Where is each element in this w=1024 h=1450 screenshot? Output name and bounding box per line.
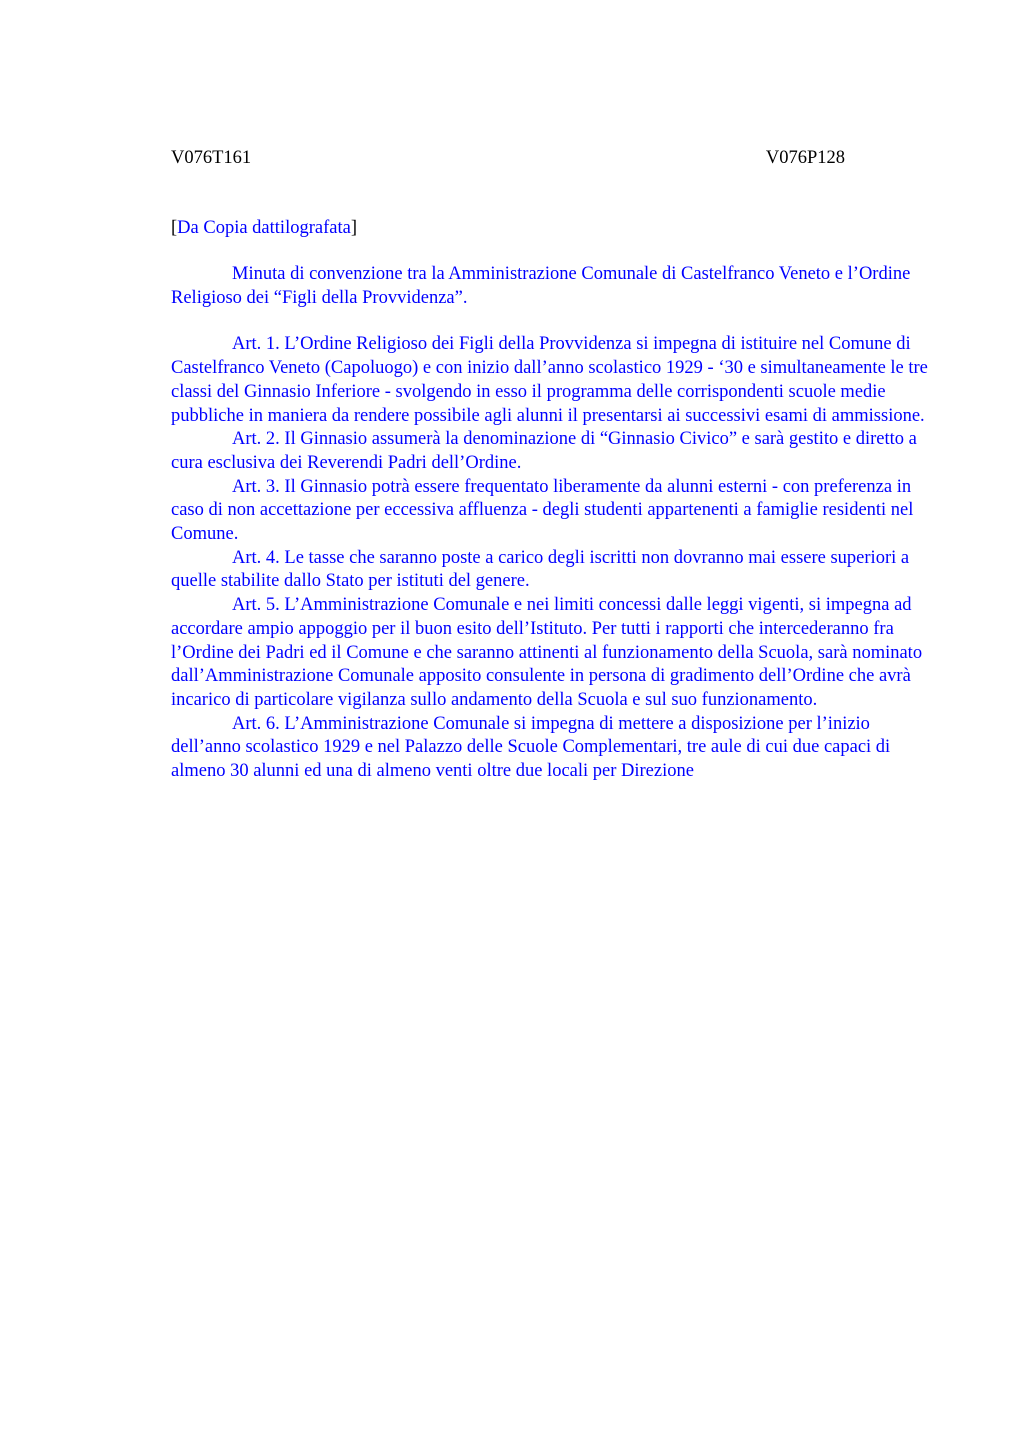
document-page [171, 146, 931, 784]
article-5: Art. 5. L’Amministrazione Comunale e nei limiti concessi dalle leggi vigenti, si impegna ad accordare ampio appoggio per il buon esito dell’Istituto. Per tutti i rapporti che intercederanno fra l’Ordine dei Padri ed il Comune e che saranno attinenti al funzionamento della Scuola, sarà nominato dall’Amministrazione Comunale apposito consulente in persona di gradimento dell’Ordine che avrà incarico di particolare vigilanza sullo andamento della Scuola e sul suo funzionamento. [171, 595, 923, 710]
article-4: Art. 4. Le tasse che saranno poste a carico degli iscritti non dovranno mai essere superiori a quelle stabilite dallo Stato per istituti del genere. [171, 547, 910, 592]
document-codes [171, 146, 845, 170]
article-1: Art. 1. L’Ordine Religioso dei Figli della Provvidenza si impegna di istituire nel Comune di Castelfranco Veneto (Capoluogo) e con inizio dall’anno scolastico 1929 - ‘30 e simultaneamente le tre classi del Ginnasio Inferiore - svolgendo in esso il programma delle corrispondenti scuole medie pubbliche in maniera da rendere possibile agli alunni il presentarsi ai successivi esami di ammissione. [171, 334, 928, 426]
right-code: V076P128 [765, 148, 845, 168]
source-close-bracket: ] [350, 218, 357, 238]
article-3: Art. 3. Il Ginnasio potrà essere frequentato liberamente da alunni esterni - con preferenza in caso di non accettazione per eccessiva affluenza - degli studenti appartenenti a famiglie residenti nel Comune. [171, 476, 914, 545]
source-text: Da Copia dattilografata [177, 218, 351, 238]
source-open-bracket: [ [171, 218, 178, 238]
article-6: Art. 6. L’Amministrazione Comunale si impegna di mettere a disposizione per l’inizio dell’anno scolastico 1929 e nel Palazzo delle Scuole Complementari, tre aule di cui due capaci di almeno 30 alunni ed una di almeno venti oltre due locali per Direzione [171, 713, 891, 782]
article-2: Art. 2. Il Ginnasio assumerà la denominazione di “Ginnasio Civico” e sarà gestito e diretto a cura esclusiva dei Reverendi Padri dell’Ordine. [171, 429, 917, 473]
source-note [171, 216, 931, 240]
intro-paragraph: Minuta di convenzione tra la Amministrazione Comunale di Castelfranco Veneto e l’Ordine Religioso dei “Figli della Provvidenza”. [171, 264, 911, 308]
left-code: V076T161 [171, 148, 252, 168]
